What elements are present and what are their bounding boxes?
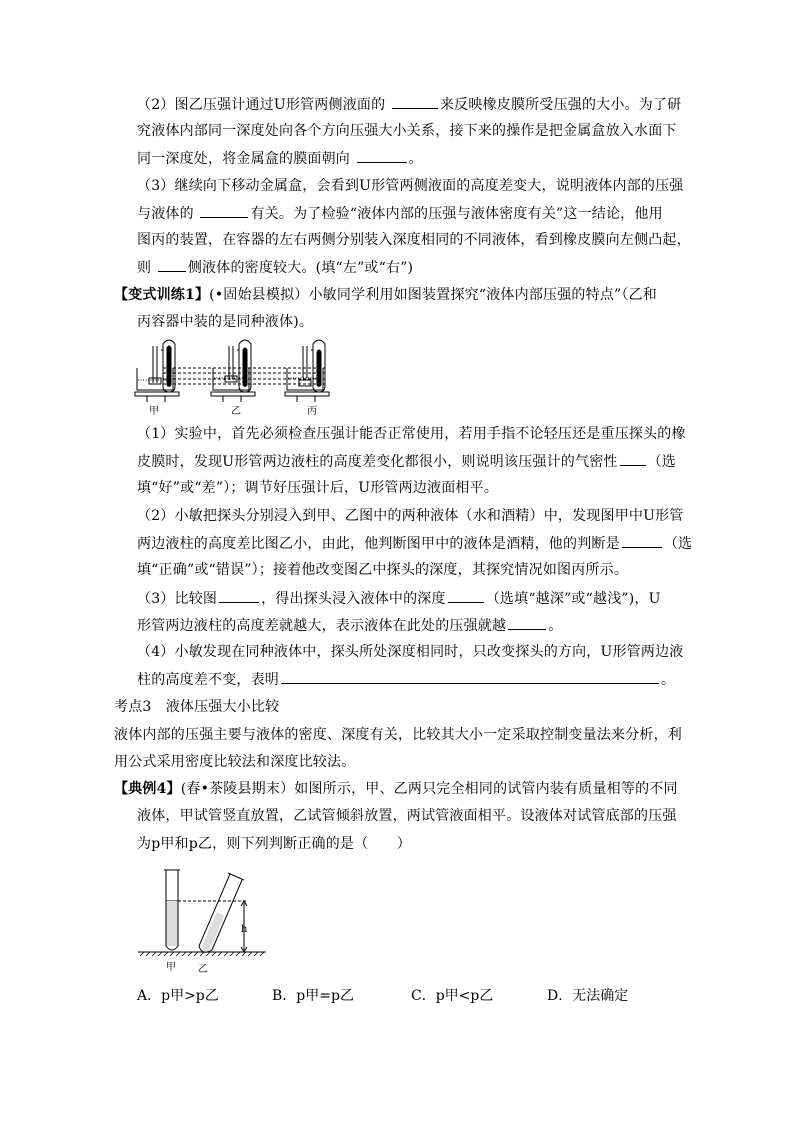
exercise1-p2-line2	[137, 533, 692, 554]
answer-blank[interactable]	[392, 94, 438, 109]
text: （选	[663, 536, 693, 552]
text: 。	[548, 618, 563, 634]
text: 。	[661, 672, 676, 688]
fig-label-yi: 乙	[198, 964, 208, 975]
text: （选	[647, 454, 677, 470]
q2-part2-line1	[137, 94, 681, 115]
test-tube-figure	[138, 868, 268, 978]
text: 皮膜时，发现U形管两边液柱的高度差变化都很小，则说明该压强计的气密性	[137, 454, 618, 470]
section-title: 考点3 液体压强大小比较	[114, 699, 280, 715]
text: 与液体的	[137, 206, 194, 222]
answer-blank[interactable]	[281, 669, 659, 684]
exercise1-line1	[114, 285, 657, 305]
exercise1-p4-line1: （4）小敏发现在同种液体中，探头所处深度相同时，只改变探头的方向，U形管两边液	[137, 644, 684, 660]
option-b[interactable]: B．p甲=p乙	[272, 988, 354, 1004]
text: 两边液柱的高度差比图乙小，由此，他判断图甲中的液体是酒精，他的判断是	[137, 536, 620, 552]
text: (春•茶陵县期末）如图所示，甲、乙两只完全相同的试管内装有质量相等的不同	[180, 781, 678, 797]
q2-part3-line2	[137, 203, 663, 224]
text: ，得出探头浸入液体中的深度	[261, 591, 446, 607]
text: 形管两边液柱的高度差就越大，表示液体在此处的压强就越	[137, 618, 507, 634]
option-a[interactable]: A．p甲>p乙	[137, 988, 219, 1004]
exercise1-p1-line1: （1）实验中，首先必须检查压强计能否正常使用，若用手指不论轻压还是重压探头的橡	[137, 426, 686, 442]
answer-blank[interactable]	[508, 615, 546, 630]
example-heading: 【典例4】	[114, 781, 181, 797]
exercise1-p1-line3: 填“好”或“差”）；调节好压强计后，U形管两边液面相平。	[137, 480, 499, 496]
text: (•固始县模拟）小敏同学利用如图装置探究“液体内部压强的特点”（乙和	[209, 287, 657, 303]
answer-blank[interactable]	[622, 533, 662, 548]
answer-blank[interactable]	[200, 203, 248, 218]
option-c[interactable]: C．p甲<p乙	[411, 988, 494, 1004]
fig-label-yi: 乙	[231, 406, 241, 417]
q2-part3-line1: （3）继续向下移动金属盒，会看到U形管两侧液面的高度差变大，说明液体内部的压强	[137, 178, 684, 194]
height-label: h	[241, 924, 248, 935]
option-d[interactable]: D．无法确定	[547, 988, 629, 1004]
text: （2）图乙压强计通过U形管两侧液面的	[137, 97, 386, 113]
text: 同一深度处，将金属盒的膜面朝向	[137, 151, 350, 167]
text: 柱的高度差不变，表明	[137, 672, 279, 688]
answer-blank[interactable]	[158, 257, 186, 272]
text: （选填“越深”或“越浅”)，U	[485, 591, 661, 607]
text: 有关。为了检验“液体内部的压强与液体密度有关”这一结论，他用	[250, 206, 663, 222]
text: （3）比较图	[137, 591, 218, 607]
answer-blank[interactable]	[448, 588, 484, 603]
answer-blank[interactable]	[620, 451, 646, 466]
q2-part2-line3	[137, 148, 423, 169]
q2-part3-line4	[137, 257, 413, 278]
fig-label-jia: 甲	[149, 406, 159, 417]
q2-part3-line3: 图丙的装置，在容器的左右两侧分别装入深度相同的不同液体，看到橡皮膜向左侧凸起，	[137, 232, 691, 248]
exercise1-p2-line3: 填“正确”或“错误”）；接着他改变图乙中探头的深度，其探究情况如图丙所示。	[137, 562, 629, 578]
text: 。	[408, 151, 423, 167]
kaodian3-line1: 液体内部的压强主要与液体的密度、深度有关，比较其大小一定采取控制变量法来分析，利	[114, 727, 682, 743]
exercise1-p3-line1	[137, 588, 661, 609]
exercise1-line2: 丙容器中装的是同种液体)。	[137, 314, 314, 330]
exercise1-p1-line2	[137, 451, 676, 472]
exercise-heading: 【变式训练1】	[114, 287, 210, 303]
kaodian3-line2: 用公式采用密度比较法和深度比较法。	[114, 754, 356, 770]
answer-blank[interactable]	[357, 148, 407, 163]
text: 来反映橡皮膜所受压强的大小。为了研	[439, 97, 682, 113]
manometer-figure	[135, 338, 365, 418]
exercise1-p3-line2	[137, 615, 562, 636]
answer-blank[interactable]	[219, 588, 259, 603]
text: 侧液体的密度较大。(填“左”或“右”)	[187, 260, 414, 276]
fig-label-jia: 甲	[166, 962, 176, 973]
fig-label-bing: 丙	[307, 406, 317, 417]
exercise1-p4-line2	[137, 669, 675, 690]
example4-line1	[114, 779, 678, 799]
example4-line3: 为p甲和p乙，则下列判断正确的是（ ）	[137, 836, 411, 852]
text: 则	[137, 260, 152, 276]
example4-line2: 液体，甲试管竖直放置，乙试管倾斜放置，两试管液面相平。设液体对试管底部的压强	[137, 808, 677, 824]
exercise1-p2-line1: （2）小敏把探头分别浸入到甲、乙图中的两种液体（水和酒精）中，发现图甲中U形管	[137, 508, 684, 524]
q2-part2-line2: 究液体内部同一深度处向各个方向压强大小关系，接下来的操作是把金属盒放入水面下	[137, 123, 677, 139]
